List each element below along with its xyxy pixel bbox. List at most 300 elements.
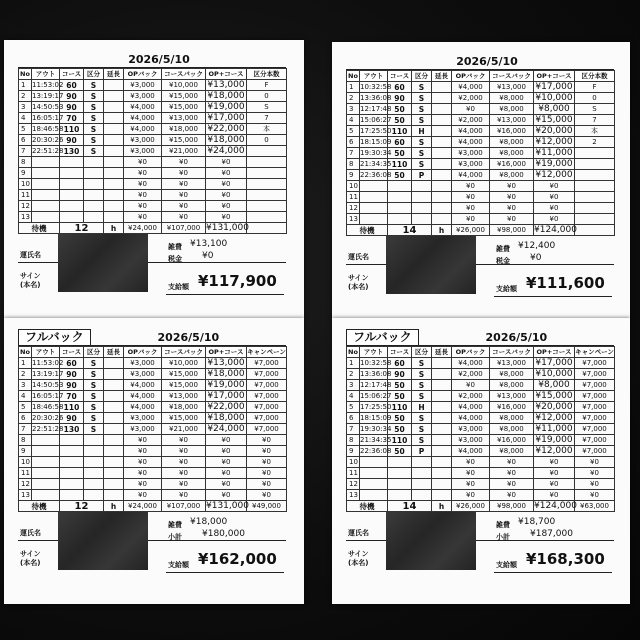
- cell-time: [32, 435, 60, 446]
- cell-no: 3: [19, 102, 32, 113]
- table-row: [347, 181, 615, 192]
- table-row: [347, 104, 615, 115]
- cell-no: 11: [347, 468, 360, 479]
- secondary-value: ¥0: [530, 253, 542, 263]
- cell-time: [32, 468, 60, 479]
- cell-course: 60: [60, 80, 84, 91]
- total-op-course: ¥131,000: [206, 500, 249, 511]
- total-course-back: ¥107,000: [162, 501, 206, 512]
- total-last-col: ¥49,000: [247, 501, 287, 512]
- cell-ext: [104, 424, 124, 435]
- cell-kubun: H: [412, 402, 432, 413]
- payslip-table: [346, 70, 615, 236]
- cell-op: ¥0: [124, 212, 162, 223]
- cell-cb: ¥8,000: [490, 104, 534, 115]
- cell-no: 11: [347, 192, 360, 203]
- cell-op: ¥2,000: [452, 369, 490, 380]
- cell-ext: [432, 446, 452, 457]
- cell-op: ¥0: [452, 380, 490, 391]
- total-op-back: ¥26,000: [452, 501, 490, 512]
- cell-ext: [104, 80, 124, 91]
- cell-cb: ¥0: [162, 157, 206, 168]
- sheet-footer: [346, 240, 614, 302]
- cell-cb: ¥0: [490, 490, 534, 501]
- cell-op: ¥3,000: [124, 424, 162, 435]
- table-row: [19, 146, 287, 157]
- cell-cb: ¥13,000: [490, 115, 534, 126]
- cell-course: [60, 435, 84, 446]
- waiting-total-row: [19, 223, 287, 234]
- waiting-hours: 14: [388, 501, 432, 512]
- payment-amount: ¥111,600: [526, 274, 605, 292]
- cell-cb: ¥15,000: [162, 102, 206, 113]
- table-row: [19, 490, 287, 501]
- cell-op: ¥2,000: [452, 115, 490, 126]
- cell-kubun: S: [84, 80, 104, 91]
- cell-no: 1: [347, 358, 360, 369]
- cell-no: 5: [347, 402, 360, 413]
- cell-ext: [432, 468, 452, 479]
- cell-last: [575, 181, 615, 192]
- cell-time: [360, 214, 388, 225]
- cell-kubun: S: [412, 391, 432, 402]
- header-cell: コースバック: [162, 347, 206, 358]
- table-row: [19, 91, 287, 102]
- sheet-header: [346, 54, 614, 70]
- cell-op: ¥0: [452, 468, 490, 479]
- cell-ext: [432, 358, 452, 369]
- header-cell: 区分: [84, 347, 104, 358]
- cell-time: 22:51:28: [32, 424, 64, 433]
- cell-opc: ¥19,000: [535, 158, 573, 169]
- cell-ext: [104, 113, 124, 124]
- cell-opc: ¥24,000: [207, 423, 245, 434]
- cell-course: 70: [60, 391, 84, 402]
- cell-no: 2: [347, 369, 360, 380]
- cell-cb: ¥0: [162, 490, 206, 501]
- cell-no: 9: [347, 170, 360, 181]
- cell-time: 19:30:34: [360, 148, 392, 157]
- secondary-label: 小計: [496, 533, 510, 541]
- table-row: [347, 468, 615, 479]
- payslip-bottom-right: [332, 318, 630, 604]
- cell-time: [360, 203, 388, 214]
- cell-last: ¥7,000: [575, 435, 615, 446]
- total-op-back: ¥24,000: [124, 223, 162, 234]
- cell-no: 2: [347, 93, 360, 104]
- cell-cb: ¥8,000: [490, 137, 534, 148]
- secondary-label: 税金: [496, 257, 510, 265]
- table-row: [347, 446, 615, 457]
- cell-no: 5: [19, 124, 32, 135]
- cell-no: 12: [347, 479, 360, 490]
- header-row: [347, 71, 615, 82]
- cell-time: [360, 468, 388, 479]
- total-last-col: [247, 223, 287, 234]
- cell-opc: ¥0: [206, 212, 247, 223]
- cell-opc: ¥19,000: [207, 379, 245, 390]
- cell-cb: ¥0: [162, 168, 206, 179]
- waiting-unit: h: [432, 501, 452, 512]
- cell-kubun: H: [412, 126, 432, 137]
- payment-amount: ¥168,300: [526, 550, 605, 568]
- cell-opc: ¥18,000: [207, 412, 245, 423]
- header-cell: 区分: [84, 69, 104, 80]
- cell-last: F: [575, 82, 615, 93]
- cell-op: ¥0: [452, 490, 490, 501]
- total-op-course: ¥124,000: [534, 224, 577, 235]
- header-cell: アウト: [32, 69, 60, 80]
- cell-no: 10: [347, 457, 360, 468]
- cell-ext: [104, 212, 124, 223]
- cell-time: [32, 179, 60, 190]
- cell-cb: ¥0: [162, 212, 206, 223]
- header-cell: アウト: [32, 347, 60, 358]
- cell-cb: ¥8,000: [490, 380, 534, 391]
- cell-time: 17:25:50: [360, 126, 392, 135]
- cell-kubun: [84, 212, 104, 223]
- cell-no: 9: [19, 168, 32, 179]
- cell-kubun: [84, 201, 104, 212]
- cell-course: [388, 203, 412, 214]
- cell-no: 5: [347, 126, 360, 137]
- cell-op: ¥3,000: [124, 80, 162, 91]
- cell-course: 90: [60, 135, 84, 146]
- cell-course: 50: [388, 413, 412, 424]
- cell-last: [247, 212, 287, 223]
- cell-kubun: [84, 490, 104, 501]
- payment-underline: [166, 294, 284, 295]
- cell-op: ¥3,000: [124, 146, 162, 157]
- cell-time: [360, 490, 388, 501]
- payslip-bottom-left: [4, 318, 304, 604]
- cell-kubun: S: [412, 358, 432, 369]
- cell-last: ¥7,000: [247, 369, 287, 380]
- cell-op: ¥0: [124, 190, 162, 201]
- cell-last: ¥0: [575, 479, 615, 490]
- cell-course: 70: [60, 113, 84, 124]
- cell-op: ¥0: [452, 104, 490, 115]
- waiting-label: 待機: [19, 501, 60, 512]
- cell-cb: ¥0: [490, 479, 534, 490]
- cell-course: 110: [388, 159, 412, 170]
- cell-ext: [104, 91, 124, 102]
- cell-cb: ¥13,000: [490, 391, 534, 402]
- table-row: [19, 369, 287, 380]
- cell-time: 15:06:27: [360, 391, 392, 400]
- cell-op: ¥4,000: [452, 446, 490, 457]
- cell-time: [32, 157, 60, 168]
- cell-course: 90: [388, 93, 412, 104]
- total-course-back: ¥98,000: [490, 225, 534, 236]
- cell-course: [60, 190, 84, 201]
- table-row: [19, 424, 287, 435]
- cell-opc: ¥10,000: [535, 368, 573, 379]
- table-row: [19, 168, 287, 179]
- cell-op: ¥3,000: [124, 369, 162, 380]
- cell-last: F: [247, 80, 287, 91]
- payslip-table: [18, 346, 287, 512]
- cell-op: ¥4,000: [452, 82, 490, 93]
- cell-kubun: S: [84, 358, 104, 369]
- cell-ext: [432, 391, 452, 402]
- cell-last: 2: [575, 137, 615, 148]
- sheet-footer: [18, 516, 286, 578]
- cell-no: 11: [19, 190, 32, 201]
- cell-op: ¥3,000: [124, 358, 162, 369]
- cell-kubun: S: [412, 424, 432, 435]
- cell-course: 90: [60, 91, 84, 102]
- header-cell: コースバック: [490, 71, 534, 82]
- header-cell: コース: [388, 71, 412, 82]
- misc-expense-value: ¥12,400: [518, 241, 556, 251]
- cell-course: 90: [388, 369, 412, 380]
- table-row: [347, 203, 615, 214]
- cell-op: ¥0: [124, 468, 162, 479]
- cell-ext: [432, 192, 452, 203]
- cell-opc: ¥0: [534, 192, 575, 203]
- cell-last: ¥0: [247, 468, 287, 479]
- total-op-back: ¥26,000: [452, 225, 490, 236]
- cell-no: 10: [19, 179, 32, 190]
- cell-time: 22:36:08: [360, 446, 392, 455]
- cell-kubun: S: [412, 115, 432, 126]
- header-cell: コースバック: [490, 347, 534, 358]
- cell-kubun: S: [84, 402, 104, 413]
- waiting-label: 待機: [347, 225, 388, 236]
- cell-cb: ¥8,000: [490, 446, 534, 457]
- cell-op: ¥3,000: [124, 91, 162, 102]
- cell-no: 4: [19, 113, 32, 124]
- waiting-total-row: [347, 225, 615, 236]
- cell-no: 6: [19, 413, 32, 424]
- cell-ext: [432, 115, 452, 126]
- cell-time: 12:17:48: [360, 380, 392, 389]
- signature-label: サイン (本名): [20, 550, 41, 567]
- cell-time: 18:46:58: [32, 402, 64, 411]
- table-row: [347, 413, 615, 424]
- cell-last: [247, 190, 287, 201]
- cell-no: 4: [19, 391, 32, 402]
- cell-time: 18:15:09: [360, 413, 392, 422]
- cell-opc: ¥0: [206, 179, 247, 190]
- table-row: [19, 124, 287, 135]
- cell-cb: ¥16,000: [490, 159, 534, 170]
- cell-ext: [432, 435, 452, 446]
- header-cell: アウト: [360, 347, 388, 358]
- table-row: [19, 212, 287, 223]
- cell-course: 50: [388, 391, 412, 402]
- table-row: [19, 135, 287, 146]
- secondary-value: ¥0: [202, 251, 214, 261]
- cell-time: 14:50:53: [32, 380, 64, 389]
- cell-no: 8: [347, 435, 360, 446]
- payment-underline: [494, 296, 612, 297]
- cell-op: ¥4,000: [124, 102, 162, 113]
- cell-cb: ¥13,000: [162, 391, 206, 402]
- redacted-name-block: [386, 512, 476, 570]
- cell-ext: [432, 170, 452, 181]
- waiting-hours: 12: [60, 501, 104, 512]
- table-row: [347, 214, 615, 225]
- cell-opc: ¥0: [206, 479, 247, 490]
- cell-time: [32, 212, 60, 223]
- cell-ext: [104, 479, 124, 490]
- cell-ext: [104, 168, 124, 179]
- cell-kubun: S: [84, 124, 104, 135]
- table-row: [19, 102, 287, 113]
- cell-last: 0: [247, 91, 287, 102]
- driver-name-label: 運氏名: [20, 251, 41, 259]
- table-row: [347, 380, 615, 391]
- cell-course: 50: [388, 148, 412, 159]
- cell-no: 7: [19, 424, 32, 435]
- cell-no: 9: [19, 446, 32, 457]
- cell-last: [575, 192, 615, 203]
- header-cell: OPバック: [452, 347, 490, 358]
- cell-ext: [432, 93, 452, 104]
- table-row: [19, 201, 287, 212]
- table-row: [347, 192, 615, 203]
- cell-last: ¥0: [575, 468, 615, 479]
- header-cell: No: [348, 71, 358, 80]
- cell-cb: ¥8,000: [490, 369, 534, 380]
- payment-amount: ¥162,000: [198, 550, 277, 568]
- table-row: [19, 468, 287, 479]
- cell-ext: [104, 369, 124, 380]
- cell-time: 11:53:02: [32, 80, 64, 89]
- cell-time: 13:36:08: [360, 369, 392, 378]
- table-row: [347, 402, 615, 413]
- cell-time: 13:36:08: [360, 93, 392, 102]
- cell-time: 15:06:27: [360, 115, 392, 124]
- cell-opc: ¥0: [534, 479, 575, 490]
- table-row: [19, 402, 287, 413]
- sheet-title: フルバック: [346, 329, 419, 345]
- cell-last: S: [575, 104, 615, 115]
- cell-ext: [432, 479, 452, 490]
- cell-op: ¥4,000: [452, 137, 490, 148]
- cell-ext: [432, 126, 452, 137]
- waiting-hours: 12: [60, 223, 104, 234]
- payment-label: 支給額: [496, 561, 517, 569]
- cell-opc: ¥0: [534, 468, 575, 479]
- cell-kubun: [412, 479, 432, 490]
- cell-ext: [104, 468, 124, 479]
- cell-no: 11: [19, 468, 32, 479]
- table-row: [347, 115, 615, 126]
- cell-cb: ¥13,000: [162, 113, 206, 124]
- cell-ext: [104, 457, 124, 468]
- cell-cb: ¥0: [162, 179, 206, 190]
- table-row: [19, 413, 287, 424]
- cell-time: 22:36:08: [360, 170, 392, 179]
- cell-last: 本: [575, 126, 615, 137]
- cell-kubun: P: [412, 446, 432, 457]
- cell-cb: ¥21,000: [162, 424, 206, 435]
- cell-course: [388, 181, 412, 192]
- cell-no: 3: [19, 380, 32, 391]
- cell-last: [575, 214, 615, 225]
- table-row: [19, 157, 287, 168]
- cell-ext: [104, 135, 124, 146]
- header-cell: 延長: [432, 71, 452, 82]
- cell-opc: ¥18,000: [207, 368, 245, 379]
- cell-kubun: [412, 203, 432, 214]
- cell-last: ¥7,000: [247, 380, 287, 391]
- cell-cb: ¥0: [490, 214, 534, 225]
- cell-opc: ¥0: [206, 457, 247, 468]
- cell-kubun: S: [84, 413, 104, 424]
- header-cell: OP+コース: [206, 347, 247, 358]
- cell-kubun: [412, 457, 432, 468]
- cell-opc: ¥11,000: [535, 147, 573, 158]
- header-cell: OPバック: [452, 71, 490, 82]
- cell-op: ¥0: [124, 168, 162, 179]
- cell-no: 2: [19, 91, 32, 102]
- cell-op: ¥3,000: [124, 135, 162, 146]
- cell-kubun: S: [412, 413, 432, 424]
- cell-cb: ¥16,000: [490, 435, 534, 446]
- cell-no: 6: [347, 413, 360, 424]
- cell-ext: [104, 146, 124, 157]
- cell-cb: ¥0: [162, 479, 206, 490]
- cell-course: [388, 192, 412, 203]
- cell-kubun: [84, 157, 104, 168]
- cell-kubun: [412, 490, 432, 501]
- cell-opc: ¥0: [206, 157, 247, 168]
- cell-course: 60: [60, 358, 84, 369]
- misc-expense-value: ¥18,000: [190, 517, 228, 527]
- cell-opc: ¥0: [206, 446, 247, 457]
- table-row: [347, 148, 615, 159]
- cell-no: 12: [19, 201, 32, 212]
- header-cell: コース: [388, 347, 412, 358]
- total-last-col: ¥63,000: [575, 501, 615, 512]
- cell-op: ¥4,000: [124, 402, 162, 413]
- cell-cb: ¥15,000: [162, 91, 206, 102]
- cell-opc: ¥15,000: [535, 390, 573, 401]
- cell-time: [32, 168, 60, 179]
- cell-course: [60, 468, 84, 479]
- sheet-footer: [18, 238, 286, 300]
- cell-last: ¥0: [575, 490, 615, 501]
- waiting-label: 待機: [19, 223, 60, 234]
- cell-course: [60, 457, 84, 468]
- cell-ext: [104, 435, 124, 446]
- cell-time: [32, 190, 60, 201]
- cell-cb: ¥8,000: [490, 170, 534, 181]
- cell-no: 9: [347, 446, 360, 457]
- cell-last: ¥7,000: [575, 358, 615, 369]
- cell-kubun: S: [84, 391, 104, 402]
- cell-cb: ¥8,000: [490, 424, 534, 435]
- cell-time: 21:34:35: [360, 159, 392, 168]
- cell-last: ¥7,000: [575, 402, 615, 413]
- cell-opc: ¥0: [206, 435, 247, 446]
- header-cell: 区分: [412, 71, 432, 82]
- cell-last: [247, 179, 287, 190]
- cell-kubun: [412, 192, 432, 203]
- total-last-col: [575, 225, 615, 236]
- cell-op: ¥3,000: [452, 148, 490, 159]
- cell-last: ¥0: [247, 435, 287, 446]
- payment-amount: ¥117,900: [198, 272, 277, 290]
- cell-kubun: S: [84, 135, 104, 146]
- cell-ext: [104, 413, 124, 424]
- cell-last: ¥7,000: [575, 413, 615, 424]
- cell-kubun: S: [412, 148, 432, 159]
